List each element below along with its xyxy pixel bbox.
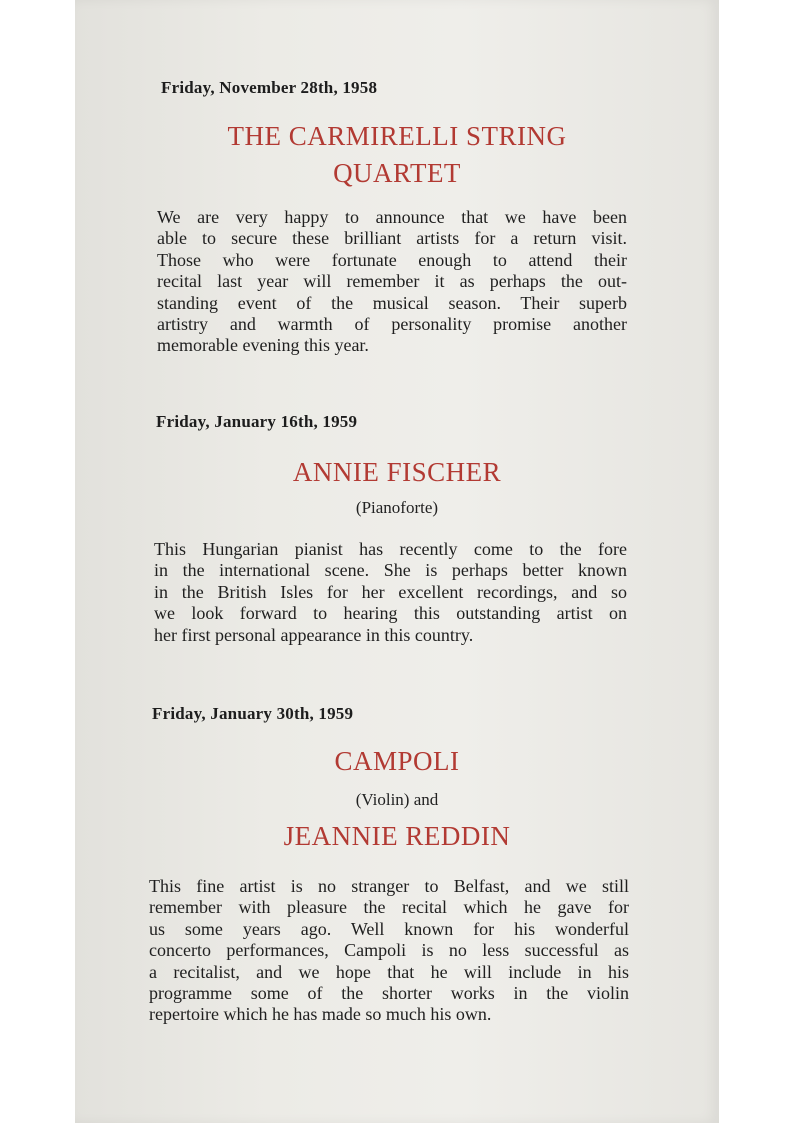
event-date: Friday, January 30th, 1959 — [152, 704, 354, 723]
event-subtitle: (Violin) and — [355, 790, 439, 809]
description-line: in the British Isles for her excellent recordings, and so — [154, 581, 627, 602]
description-line: repertoire which he has made so much his own. — [149, 1004, 492, 1025]
description-line: a recitalist, and we hope that he will include in his — [149, 961, 629, 982]
event-title — [75, 118, 719, 192]
description-line: We are very happy to announce that we have been — [157, 207, 627, 227]
description-line: artistry and warmth of personality promise another — [157, 314, 627, 335]
event-title-line: THE CARMIRELLI STRING — [227, 121, 567, 151]
description-line: us some years ago. Well known for his wonderful — [149, 918, 629, 939]
description-line: her first personal appearance in this country. — [154, 624, 474, 645]
event-date: Friday, November 28th, 1958 — [161, 78, 378, 97]
description-line: recital last year will remember it as perhaps the out- — [157, 271, 627, 292]
event-title: CAMPOLI — [334, 746, 460, 776]
description-line: concerto performances, Campoli is no less successful as — [149, 940, 629, 961]
description-line: This fine artist is no stranger to Belfast, and we still — [149, 876, 629, 896]
event-description — [157, 207, 627, 357]
event-description — [154, 539, 627, 646]
description-line: standing event of the musical season. Their superb — [157, 292, 627, 313]
programme-page — [75, 0, 719, 1123]
event-subtitle: (Pianoforte) — [355, 498, 439, 517]
description-line: This Hungarian pianist has recently come to the fore — [154, 539, 627, 559]
event-title-line: QUARTET — [333, 158, 461, 188]
event-date: Friday, January 16th, 1959 — [156, 412, 358, 431]
description-line: able to secure these brilliant artists for a return visit. — [157, 228, 627, 249]
description-line: we look forward to hearing this outstanding artist on — [154, 603, 627, 624]
event-title-secondary: JEANNIE REDDIN — [283, 821, 511, 851]
event-description — [149, 876, 629, 1026]
description-line: Those who were fortunate enough to attend their — [157, 249, 627, 270]
event-title: ANNIE FISCHER — [292, 457, 502, 487]
description-line: programme some of the shorter works in the violin — [149, 983, 629, 1004]
description-line: memorable evening this year. — [157, 335, 369, 356]
description-line: in the international scene. She is perhaps better known — [154, 560, 627, 581]
description-line: remember with pleasure the recital which he gave for — [149, 897, 629, 918]
